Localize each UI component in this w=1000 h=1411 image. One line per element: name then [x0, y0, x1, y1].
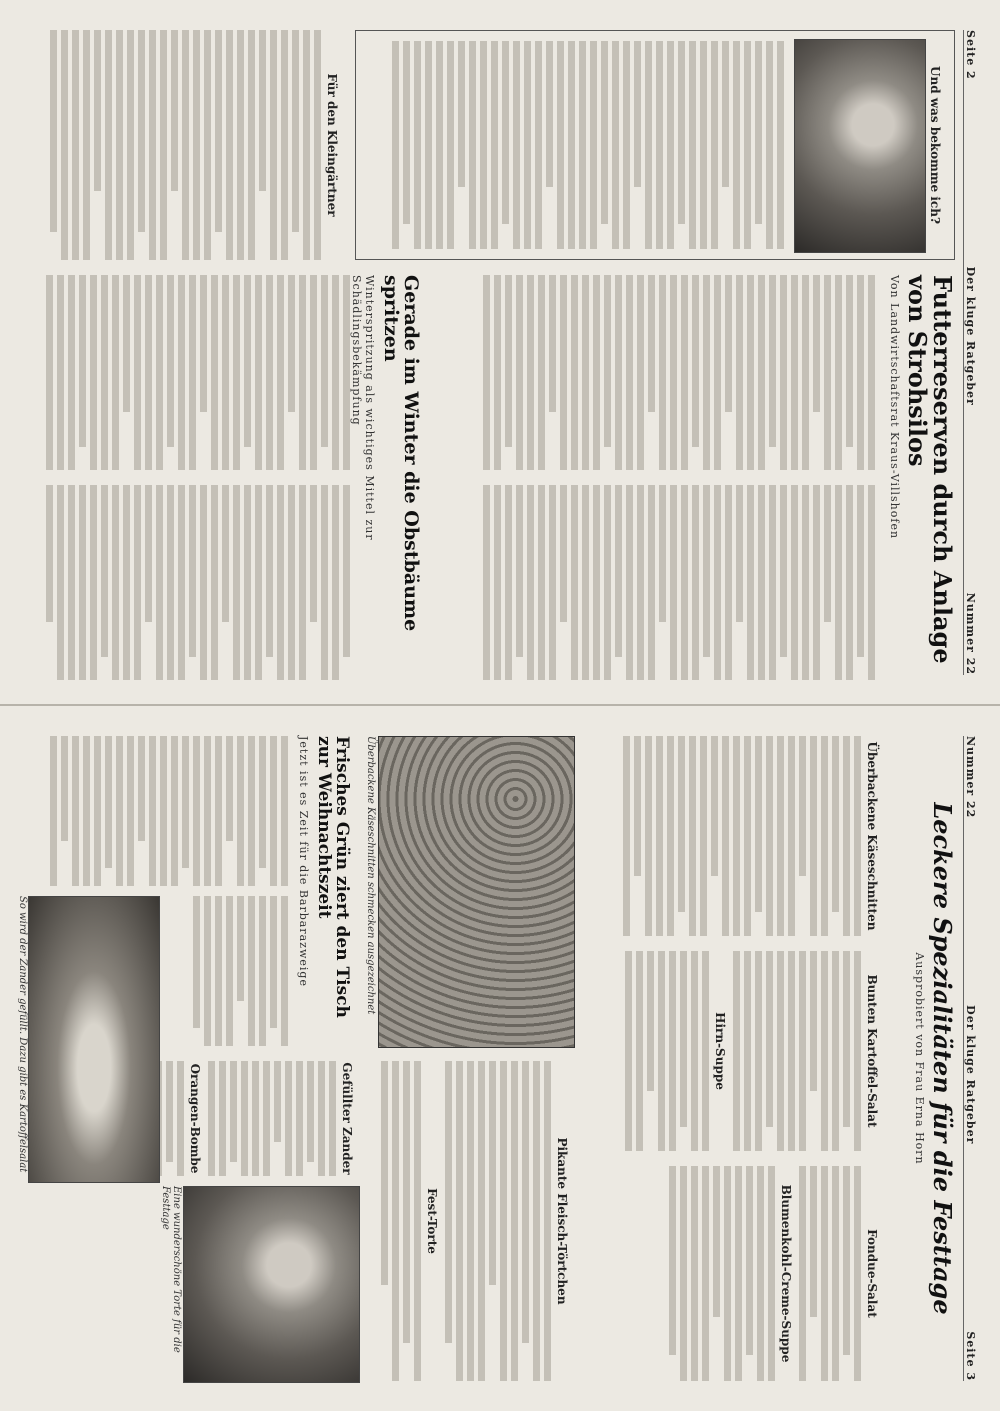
page-number-label: Seite 3 — [964, 1331, 977, 1381]
obstbaeume-column-2 — [15, 485, 350, 680]
recipe-column-3 — [585, 1166, 885, 1381]
recipe-title: Hirn-Suppe — [713, 1012, 727, 1090]
recipe-text — [445, 1061, 551, 1381]
kleingaertner-text — [50, 30, 321, 260]
torte-caption: Eine wunderschöne Torte für die Festtage — [160, 1186, 182, 1353]
obstbaeume-title: Gerade im Winter die Obstbäume spritzen — [380, 275, 422, 632]
torte-photo — [183, 1186, 360, 1383]
masthead-label: Der kluge Ratgeber — [964, 1005, 977, 1145]
strohsilo-author: Von Landwirtschaftsrat Kraus-Villshofen — [887, 275, 901, 540]
page-right — [0, 706, 1000, 1411]
kleingaertner-title: Für den Kleingärtner — [325, 73, 339, 217]
recipe-title: Fest-Torte — [425, 1188, 439, 1254]
weihnachtszeit-column-1 — [18, 736, 288, 886]
cheese-toast-photo — [378, 736, 575, 1048]
strohsilo-headline — [885, 275, 955, 680]
recipe-column-1 — [585, 736, 885, 936]
issue-label: Nummer 22 — [964, 592, 977, 675]
page-header-left — [963, 30, 982, 675]
page-header-right — [963, 736, 982, 1381]
recipe-text — [623, 736, 861, 936]
weihnachtszeit-column-2 — [168, 896, 288, 1046]
spezialitaeten-headline — [895, 736, 955, 1381]
spezialitaeten-title: Leckere Spezialitäten für die Festtage — [928, 802, 957, 1315]
recipe-text — [669, 1166, 775, 1381]
strohsilo-column-1 — [435, 275, 875, 470]
issue-label: Nummer 22 — [964, 736, 977, 819]
zander-photo — [28, 896, 160, 1183]
recipe-text — [625, 951, 709, 1151]
cheese-toast-caption: Überbackene Käseschnitten schmecken ausgezeichnet — [365, 736, 376, 1015]
spezialitaeten-author: Ausprobiert von Frau Erna Horn — [912, 952, 926, 1165]
boxed-feature — [355, 30, 955, 260]
recipe-title: Überbackene Käseschnitten — [865, 741, 879, 931]
recipe-column-2 — [585, 951, 885, 1151]
child-photo — [794, 39, 926, 253]
weihnachtszeit-subtitle: Jetzt ist es Zeit für die Barbarazweige — [297, 736, 311, 987]
recipe-title: Gefüllter Zander — [340, 1062, 354, 1175]
recipe-text — [381, 1061, 421, 1381]
recipe-column-4 — [375, 1061, 575, 1381]
obstbaeume-headline — [350, 275, 422, 680]
recipe-title: Fondue-Salat — [865, 1229, 879, 1318]
recipe-title: Blumenkohl-Creme-Suppe — [779, 1184, 793, 1363]
recipe-text — [208, 1061, 336, 1176]
page-left — [0, 0, 1000, 705]
recipe-title: Pikante Fleisch-Törtchen — [555, 1137, 569, 1305]
obstbaeume-subtitle: Winterspritzung als wichtiges Mittel zur Schädlingsbekämpfung — [350, 275, 377, 541]
boxed-feature-text — [388, 41, 784, 249]
recipe-text — [799, 1166, 861, 1381]
strohsilo-column-2 — [435, 485, 875, 680]
boxed-feature-title: Und was bekomme ich? — [928, 66, 942, 224]
kleingaertner-article — [15, 30, 345, 260]
obstbaeume-column-1 — [15, 275, 350, 470]
recipe-text — [733, 951, 861, 1151]
page-number-label: Seite 2 — [964, 30, 977, 80]
recipe-title: Bunten Kartoffel-Salat — [865, 974, 879, 1128]
strohsilo-title: Futterreserven durch Anlage von Strohsilos — [902, 275, 957, 664]
recipe-title: Orangen-Bombe — [188, 1063, 202, 1174]
weihnachtszeit-headline — [295, 736, 350, 1046]
weihnachtszeit-title: Frisches Grün ziert den Tisch zur Weihnachtszeit — [314, 736, 352, 1018]
masthead-label: Der kluge Ratgeber — [964, 266, 977, 406]
zander-caption: So wird der Zander gefüllt. Dazu gibt es Kartoffelsalat — [17, 896, 28, 1173]
